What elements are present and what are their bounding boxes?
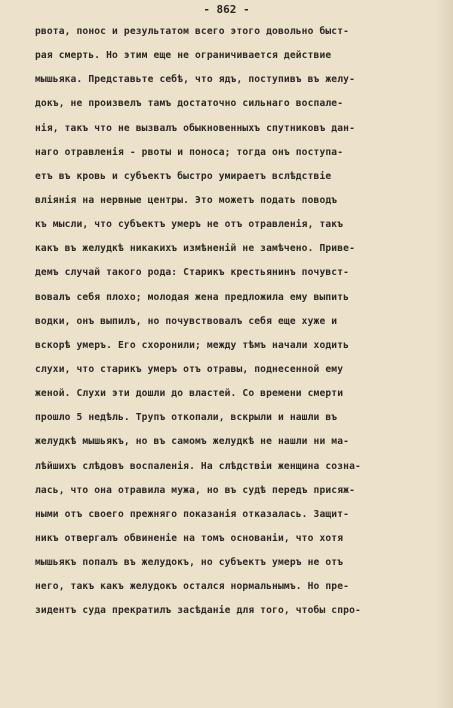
text-line: водки, онъ выпилъ, но почувствовалъ себя еще хуже и <box>35 315 338 327</box>
text-line: лась, что она отравила мужа, но въ судѣ передъ присяж- <box>35 484 355 496</box>
text-line: вовалъ себя плохо; молодая жена предложила ему выпить <box>35 291 350 303</box>
text-line: женой. Слухи эти дошли до властей. Со времени смерти <box>35 388 344 400</box>
text-line: мышьякъ попалъ въ желудокъ, но субъектъ умеръ не отъ <box>35 557 344 569</box>
page-edge-shadow <box>435 0 453 708</box>
text-line: вліянія на нервные центры. Это можетъ подать поводъ <box>35 194 338 206</box>
text-line: демъ случай такого рода: Старикъ крестьянинъ почувст- <box>35 267 350 279</box>
text-line: докъ, не произвелъ тамъ достаточно сильнаго воспале- <box>35 98 344 110</box>
text-line: желудкѣ мышьякъ, но въ самомъ желудкѣ не нашли ни ма- <box>35 436 350 448</box>
text-line: етъ въ кровь и субъектъ быстро умираетъ вслѣдствіе <box>35 170 332 182</box>
text-line: вскорѣ умеръ. Его схоронили; между тѣмъ начали ходить <box>35 339 350 351</box>
text-line: рвота, понос и результатом всего этого довольно быст- <box>35 26 350 37</box>
text-line: ными отъ своего прежняго показанія отказалась. Защит- <box>35 508 350 520</box>
text-line: него, такъ какъ желудокъ остался нормальнымъ. Но пре- <box>35 581 350 593</box>
text-line: наго отравленія - рвоты и поноса; тогда онъ поступа- <box>35 146 344 158</box>
body-text <box>35 20 361 624</box>
text-line: лѣйшихъ слѣдовъ воспаленія. На слѣдствіи женщина созна- <box>35 460 361 472</box>
text-line: рая смерть. Но этим еще не ограничивается действие <box>35 50 332 62</box>
text-line: къ мысли, что субъектъ умеръ не отъ отравленія, такъ <box>35 219 344 231</box>
text-line: зидентъ суда прекратилъ засѣданіе для того, чтобы спро- <box>35 605 361 617</box>
text-line: нія, такъ что не вызвалъ обыкновенныхъ спутниковъ дан- <box>35 122 355 134</box>
text-line: никъ отвергалъ обвиненіе на томъ основаніи, что хотя <box>35 532 344 544</box>
text-line: какъ въ желудкѣ никакихъ измѣненій не замѣчено. Приве- <box>35 243 355 255</box>
text-line: прошло 5 недѣль. Трупъ откопали, вскрыли и нашли въ <box>35 412 338 424</box>
page-number: - 862 - <box>203 3 250 16</box>
text-line: слухи, что старикъ умеръ отъ отравы, поднесенной ему <box>35 363 344 375</box>
text-line: мышьяка. Представьте себѣ, что ядъ, поступивъ въ желу- <box>35 74 355 86</box>
